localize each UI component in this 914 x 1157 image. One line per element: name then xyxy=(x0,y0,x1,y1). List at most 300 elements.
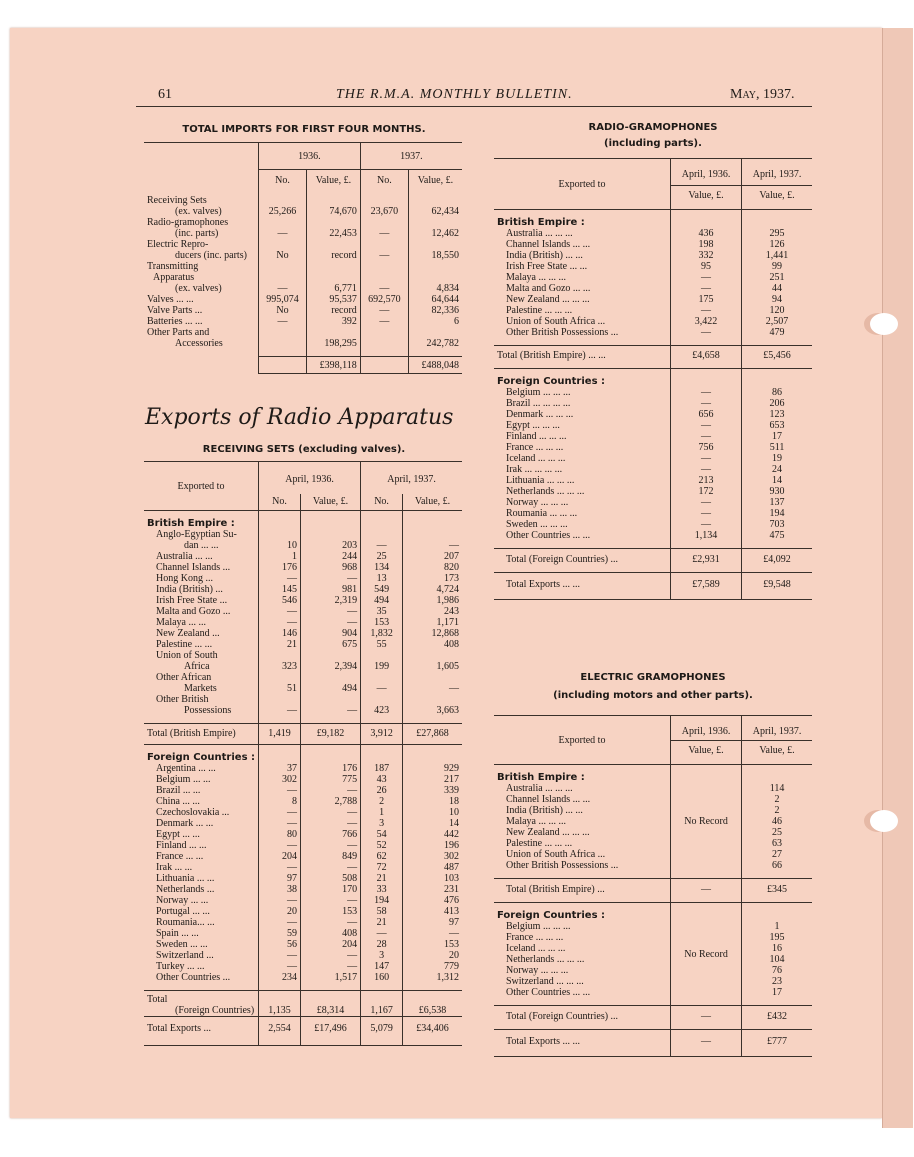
value-cell: 766 xyxy=(300,829,360,840)
value-cell: 675 xyxy=(300,639,360,650)
value-cell: 14 xyxy=(742,475,812,486)
row-label: Iceland ... ... ... xyxy=(506,453,566,464)
bulletin-title: THE R.M.A. MONTHLY BULLETIN. xyxy=(336,87,573,102)
electric-col-value-1937: Value, £. xyxy=(742,741,812,765)
row-label: France ... ... ... xyxy=(506,442,564,453)
value-cell: 3 xyxy=(361,818,403,829)
spacer-cell xyxy=(259,349,307,357)
electric-row xyxy=(494,954,812,965)
row-label: Union of South Africa ... xyxy=(506,316,606,327)
value-cell: 21 xyxy=(259,639,301,650)
value-cell: £27,868 xyxy=(403,724,462,745)
value-cell: 63 xyxy=(742,838,812,849)
row-label xyxy=(144,961,259,972)
receiving-month-1937: April, 1937. xyxy=(361,462,462,495)
row-label xyxy=(144,305,259,316)
electric-group-heading xyxy=(494,772,812,783)
value-cell: — xyxy=(300,862,360,873)
value-cell: — xyxy=(671,420,742,431)
value-cell: 968 xyxy=(300,562,360,573)
value-cell: 995,074 xyxy=(259,294,307,305)
value-cell: — xyxy=(300,895,360,906)
row-label-line: New Zealand ... xyxy=(156,628,220,639)
electric-foreign-total xyxy=(494,1006,812,1030)
value-cell: — xyxy=(671,1006,742,1030)
row-label: Lithuania ... ... ... xyxy=(506,475,575,486)
spacer-cell xyxy=(671,369,742,377)
value-cell: 442 xyxy=(403,829,462,840)
row-label xyxy=(144,294,259,305)
row-label: Finland ... ... ... xyxy=(506,431,567,442)
row-label-line: Malta and Gozo ... xyxy=(156,606,231,617)
total-label: Total Exports ... xyxy=(144,1017,259,1046)
row-label: Channel Islands ... ... xyxy=(506,239,591,250)
row-label-line: dan ... ... xyxy=(184,540,219,551)
value-cell: — xyxy=(259,694,301,716)
radiogram-foreign-row xyxy=(494,409,812,420)
row-label xyxy=(144,851,259,862)
row-label-line: Irak ... ... xyxy=(156,862,193,873)
value-cell: 4,724 xyxy=(403,584,462,595)
value-cell: 62,434 xyxy=(408,191,462,217)
row-label-line: Other African xyxy=(156,672,212,683)
row-label xyxy=(144,796,259,807)
value-cell: 1,167 xyxy=(361,991,403,1017)
radiogram-foreign-row xyxy=(494,519,812,530)
imports-total-no-1936 xyxy=(259,357,307,374)
row-label-line: Spain ... ... xyxy=(156,928,199,939)
row-label-line: (inc. parts) xyxy=(175,228,219,239)
value-cell: 1 xyxy=(259,551,301,562)
row-label-line: Valve Parts ... xyxy=(147,305,203,316)
page-edge xyxy=(882,28,913,1128)
receiving-empire-row xyxy=(144,672,462,694)
row-label: New Zealand ... ... ... xyxy=(506,294,590,305)
receiving-foreign-row xyxy=(144,961,462,972)
imports-col-no-1937: No. xyxy=(360,170,408,192)
value-cell: 1,441 xyxy=(742,250,812,261)
electric-empire-total xyxy=(494,879,812,903)
value-cell: — xyxy=(403,529,462,551)
spacer-cell xyxy=(671,998,742,1006)
receiving-foreign-row xyxy=(144,895,462,906)
spacer-cell xyxy=(671,903,742,911)
radiogram-foreign-row xyxy=(494,486,812,497)
value-cell: 242,782 xyxy=(408,327,462,349)
spacer-cell xyxy=(300,511,360,519)
spacer-cell xyxy=(494,765,671,773)
row-label xyxy=(144,191,259,217)
value-cell: 929 xyxy=(403,763,462,774)
value-cell: 2,554 xyxy=(259,1017,301,1046)
row-label-line: Other Countries ... xyxy=(156,972,231,983)
row-label xyxy=(144,972,259,983)
value-cell: 494 xyxy=(361,595,403,606)
value-cell: No xyxy=(259,239,307,261)
row-label: Palestine ... ... ... xyxy=(506,838,573,849)
value-cell: 21 xyxy=(361,873,403,884)
receiving-empire-row xyxy=(144,694,462,716)
row-label: Norway ... ... ... xyxy=(506,965,569,976)
exports-heading: Exports of Radio Apparatus xyxy=(145,405,454,430)
row-label-line: Netherlands ... xyxy=(156,884,215,895)
electric-spacer xyxy=(494,765,812,773)
value-cell: 204 xyxy=(259,851,301,862)
receiving-foreign-row xyxy=(144,851,462,862)
electric-col-value-1936: Value, £. xyxy=(671,741,742,765)
value-cell: 82,336 xyxy=(408,305,462,316)
imports-row xyxy=(144,261,462,294)
row-label: Roumania ... ... ... xyxy=(506,508,578,519)
electric-spacer xyxy=(494,903,812,911)
value-cell: 74,670 xyxy=(307,191,361,217)
spacer-cell xyxy=(144,349,259,357)
value-cell: 339 xyxy=(403,785,462,796)
receiving-foreign-heading xyxy=(144,752,462,763)
row-label-line: India (British) ... xyxy=(156,584,223,595)
row-label-line: (ex. valves) xyxy=(175,283,222,294)
value-cell: — xyxy=(403,672,462,694)
row-label xyxy=(144,316,259,327)
spacer-cell xyxy=(742,541,812,549)
row-label-line: France ... ... xyxy=(156,851,204,862)
value-cell: — xyxy=(259,573,301,584)
value-cell: 14 xyxy=(403,818,462,829)
value-cell: 145 xyxy=(259,584,301,595)
row-label: Denmark ... ... ... xyxy=(506,409,574,420)
value-cell: — xyxy=(300,606,360,617)
value-cell: — xyxy=(671,497,742,508)
value-cell: 16 xyxy=(742,943,812,954)
value-cell: — xyxy=(671,305,742,316)
radiogram-foreign-row xyxy=(494,508,812,519)
receiving-empire-row xyxy=(144,584,462,595)
no-record-note: No Record xyxy=(671,910,742,998)
value-cell: 4,834 xyxy=(408,261,462,294)
value-cell: 656 xyxy=(671,409,742,420)
receiving-empire-row xyxy=(144,573,462,584)
value-cell: 2,788 xyxy=(300,796,360,807)
value-cell: £432 xyxy=(742,1006,812,1030)
value-cell: 176 xyxy=(300,763,360,774)
value-cell: 187 xyxy=(361,763,403,774)
row-label-line: Turkey ... ... xyxy=(156,961,205,972)
value-cell: 1,171 xyxy=(403,617,462,628)
value-cell: 302 xyxy=(259,774,301,785)
value-cell: £4,092 xyxy=(742,549,812,573)
radiogram-spacer xyxy=(494,338,812,346)
row-label-line: Belgium ... ... xyxy=(156,774,211,785)
row-label-line: Union of South xyxy=(156,650,218,661)
row-label xyxy=(144,873,259,884)
value-cell: 6 xyxy=(408,316,462,327)
spacer-cell xyxy=(360,349,408,357)
row-label xyxy=(144,862,259,873)
receiving-foreign-row xyxy=(144,796,462,807)
row-label: France ... ... ... xyxy=(506,932,564,943)
row-label: Sweden ... ... ... xyxy=(506,519,568,530)
value-cell: 981 xyxy=(300,584,360,595)
value-cell: 46 xyxy=(742,816,812,827)
value-cell: 12,868 xyxy=(403,628,462,639)
value-cell: 213 xyxy=(671,475,742,486)
electric-title: ELECTRIC GRAMOPHONES xyxy=(580,672,726,683)
receiving-empire-row xyxy=(144,650,462,672)
value-cell: £7,589 xyxy=(671,573,742,600)
value-cell: 160 xyxy=(361,972,403,983)
value-cell: £4,658 xyxy=(671,346,742,369)
value-cell: — xyxy=(259,316,307,327)
value-cell: 25 xyxy=(361,551,403,562)
row-label-line: Sweden ... ... xyxy=(156,939,208,950)
receiving-foreign-row xyxy=(144,884,462,895)
receiving-sets-title: RECEIVING SETS (excluding valves). xyxy=(202,444,406,455)
row-label-line: (ex. valves) xyxy=(175,206,222,217)
value-cell: 76 xyxy=(742,965,812,976)
value-cell: 35 xyxy=(361,606,403,617)
radiogram-spacer xyxy=(494,369,812,377)
value-cell: 207 xyxy=(403,551,462,562)
value-cell: 436 xyxy=(671,228,742,239)
value-cell: — xyxy=(300,950,360,961)
imports-total-value-1937: £488,048 xyxy=(408,357,462,374)
row-label xyxy=(144,595,259,606)
value-cell: 24 xyxy=(742,464,812,475)
value-cell: 95 xyxy=(671,261,742,272)
value-cell: £17,496 xyxy=(300,1017,360,1046)
electric-spacer xyxy=(494,998,812,1006)
spacer-cell xyxy=(742,765,812,773)
row-label-line: Lithuania ... ... xyxy=(156,873,215,884)
value-cell: record xyxy=(307,239,361,261)
value-cell: 2,394 xyxy=(300,650,360,672)
electric-row xyxy=(494,965,812,976)
foreign-countries-label: Foreign Countries : xyxy=(147,752,255,763)
value-cell: No xyxy=(259,305,307,316)
value-cell: 58 xyxy=(361,906,403,917)
radiogram-empire-row xyxy=(494,327,812,338)
total-label: Total (Foreign Countries) ... xyxy=(494,1006,671,1030)
row-label xyxy=(144,818,259,829)
value-cell: 199 xyxy=(361,650,403,672)
value-cell: 43 xyxy=(361,774,403,785)
value-cell: 392 xyxy=(307,316,361,327)
value-cell: 86 xyxy=(742,387,812,398)
value-cell: — xyxy=(300,694,360,716)
row-label: Iceland ... ... ... xyxy=(506,943,566,954)
value-cell: 2 xyxy=(742,805,812,816)
value-cell: — xyxy=(671,1030,742,1057)
radiogram-empire-heading xyxy=(494,217,812,228)
spacer-cell xyxy=(494,338,671,346)
value-cell xyxy=(259,327,307,349)
spacer-cell xyxy=(300,716,360,724)
value-cell: 175 xyxy=(671,294,742,305)
value-cell: £345 xyxy=(742,879,812,903)
receiving-empire-heading xyxy=(144,518,462,529)
imports-spacer xyxy=(144,349,462,357)
radiogram-foreign-total xyxy=(494,549,812,573)
electric-row xyxy=(494,783,812,794)
receiving-foreign-row xyxy=(144,862,462,873)
electric-month-1936: April, 1936. xyxy=(671,716,742,741)
value-cell: 198,295 xyxy=(307,327,361,349)
value-cell: 217 xyxy=(403,774,462,785)
row-label: Channel Islands ... ... xyxy=(506,794,591,805)
spacer-cell xyxy=(494,541,671,549)
spacer-cell xyxy=(361,518,403,529)
value-cell: 849 xyxy=(300,851,360,862)
value-cell: 27 xyxy=(742,849,812,860)
row-label: New Zealand ... ... ... xyxy=(506,827,590,838)
receiving-foreign-row xyxy=(144,972,462,983)
value-cell: £2,931 xyxy=(671,549,742,573)
value-cell: 2,319 xyxy=(300,595,360,606)
value-cell: 22,453 xyxy=(307,217,361,239)
row-label-line: Radio-gramophones xyxy=(147,217,229,228)
value-cell: — xyxy=(300,840,360,851)
radiogram-foreign-row xyxy=(494,420,812,431)
row-label xyxy=(144,573,259,584)
total-label: Total (British Empire) ... xyxy=(494,879,671,903)
british-empire-label: British Empire : xyxy=(497,217,585,228)
row-label-line: Brazil ... ... xyxy=(156,785,201,796)
value-cell: 1,832 xyxy=(361,628,403,639)
value-cell: 549 xyxy=(361,584,403,595)
value-cell: 1,135 xyxy=(259,991,301,1017)
row-label-line: Apparatus xyxy=(153,272,195,283)
radiogram-foreign-row xyxy=(494,431,812,442)
row-label-line: Irish Free State ... xyxy=(156,595,228,606)
value-cell: 10 xyxy=(259,529,301,551)
electric-row xyxy=(494,976,812,987)
spacer-cell xyxy=(361,511,403,519)
row-label: Brazil ... ... ... ... xyxy=(506,398,571,409)
electric-row xyxy=(494,794,812,805)
value-cell: — xyxy=(259,217,307,239)
radiogram-empire-total xyxy=(494,346,812,369)
value-cell: 95,537 xyxy=(307,294,361,305)
value-cell: — xyxy=(300,818,360,829)
row-label-line: Hong Kong ... xyxy=(156,573,213,584)
value-cell: 97 xyxy=(259,873,301,884)
row-label xyxy=(144,562,259,573)
receiving-spacer xyxy=(144,511,462,519)
spacer-cell xyxy=(259,518,301,529)
value-cell: — xyxy=(361,672,403,694)
spacer-cell xyxy=(671,765,742,773)
value-cell: 1,312 xyxy=(403,972,462,983)
value-cell: 19 xyxy=(742,453,812,464)
value-cell: 332 xyxy=(671,250,742,261)
row-label xyxy=(144,906,259,917)
row-label xyxy=(144,785,259,796)
value-cell: 423 xyxy=(361,694,403,716)
row-label xyxy=(144,917,259,928)
row-label-line: Portugal ... ... xyxy=(156,906,210,917)
row-label-line: Electric Repro- xyxy=(147,239,209,250)
imports-table xyxy=(144,142,462,374)
value-cell: — xyxy=(259,807,301,818)
receiving-foreign-row xyxy=(144,928,462,939)
no-record-note: No Record xyxy=(671,772,742,871)
spacer-cell xyxy=(300,752,360,763)
receiving-spacer xyxy=(144,745,462,753)
spacer-cell xyxy=(259,511,301,519)
spacer-cell xyxy=(494,871,671,879)
row-label xyxy=(144,763,259,774)
foreign-countries-label: Foreign Countries : xyxy=(497,376,605,387)
value-cell: 195 xyxy=(742,932,812,943)
row-label xyxy=(144,928,259,939)
row-label xyxy=(144,217,259,239)
value-cell: 3,422 xyxy=(671,316,742,327)
electric-month-1937: April, 1937. xyxy=(742,716,812,741)
value-cell: £6,538 xyxy=(403,991,462,1017)
row-label-line: Argentina ... ... xyxy=(156,763,216,774)
value-cell: — xyxy=(403,928,462,939)
row-label-line: Palestine ... ... xyxy=(156,639,213,650)
row-label: Other British Possessions ... xyxy=(506,860,619,871)
spacer-cell xyxy=(300,518,360,529)
spacer-cell xyxy=(408,349,462,357)
value-cell: — xyxy=(360,239,408,261)
receiving-col-value-1937: Value, £. xyxy=(403,494,462,511)
value-cell: 28 xyxy=(361,939,403,950)
value-cell: 147 xyxy=(361,961,403,972)
radiogram-foreign-row xyxy=(494,475,812,486)
value-cell: record xyxy=(307,305,361,316)
electric-row xyxy=(494,805,812,816)
row-label xyxy=(144,650,259,672)
radiogram-title: RADIO-GRAMOPHONES xyxy=(588,122,718,133)
spacer-cell xyxy=(259,983,301,991)
radiogram-month-1936: April, 1936. xyxy=(671,159,742,186)
imports-row xyxy=(144,239,462,261)
value-cell: 198 xyxy=(671,239,742,250)
row-label xyxy=(144,939,259,950)
value-cell: 244 xyxy=(300,551,360,562)
value-cell: — xyxy=(360,217,408,239)
receiving-foreign-total xyxy=(144,991,462,1017)
value-cell: 234 xyxy=(259,972,301,983)
row-label xyxy=(144,884,259,895)
electric-row xyxy=(494,816,812,827)
value-cell: 194 xyxy=(361,895,403,906)
imports-title: TOTAL IMPORTS FOR FIRST FOUR MONTHS. xyxy=(182,124,426,135)
value-cell: — xyxy=(259,950,301,961)
row-label: Other British Possessions ... xyxy=(506,327,619,338)
value-cell: 94 xyxy=(742,294,812,305)
row-label-line: Norway ... ... xyxy=(156,895,209,906)
value-cell: 756 xyxy=(671,442,742,453)
receiving-sets-table xyxy=(144,461,462,1046)
receiving-col-value-1936: Value, £. xyxy=(300,494,360,511)
electric-row xyxy=(494,849,812,860)
radiogram-empire-row xyxy=(494,283,812,294)
value-cell: 302 xyxy=(403,851,462,862)
value-cell: 120 xyxy=(742,305,812,316)
value-cell: 80 xyxy=(259,829,301,840)
value-cell: — xyxy=(671,327,742,338)
value-cell: 3,912 xyxy=(361,724,403,745)
row-label xyxy=(144,895,259,906)
spacer-cell xyxy=(361,716,403,724)
receiving-foreign-row xyxy=(144,774,462,785)
electric-row xyxy=(494,860,812,871)
value-cell: 12,462 xyxy=(408,217,462,239)
value-cell: — xyxy=(259,862,301,873)
